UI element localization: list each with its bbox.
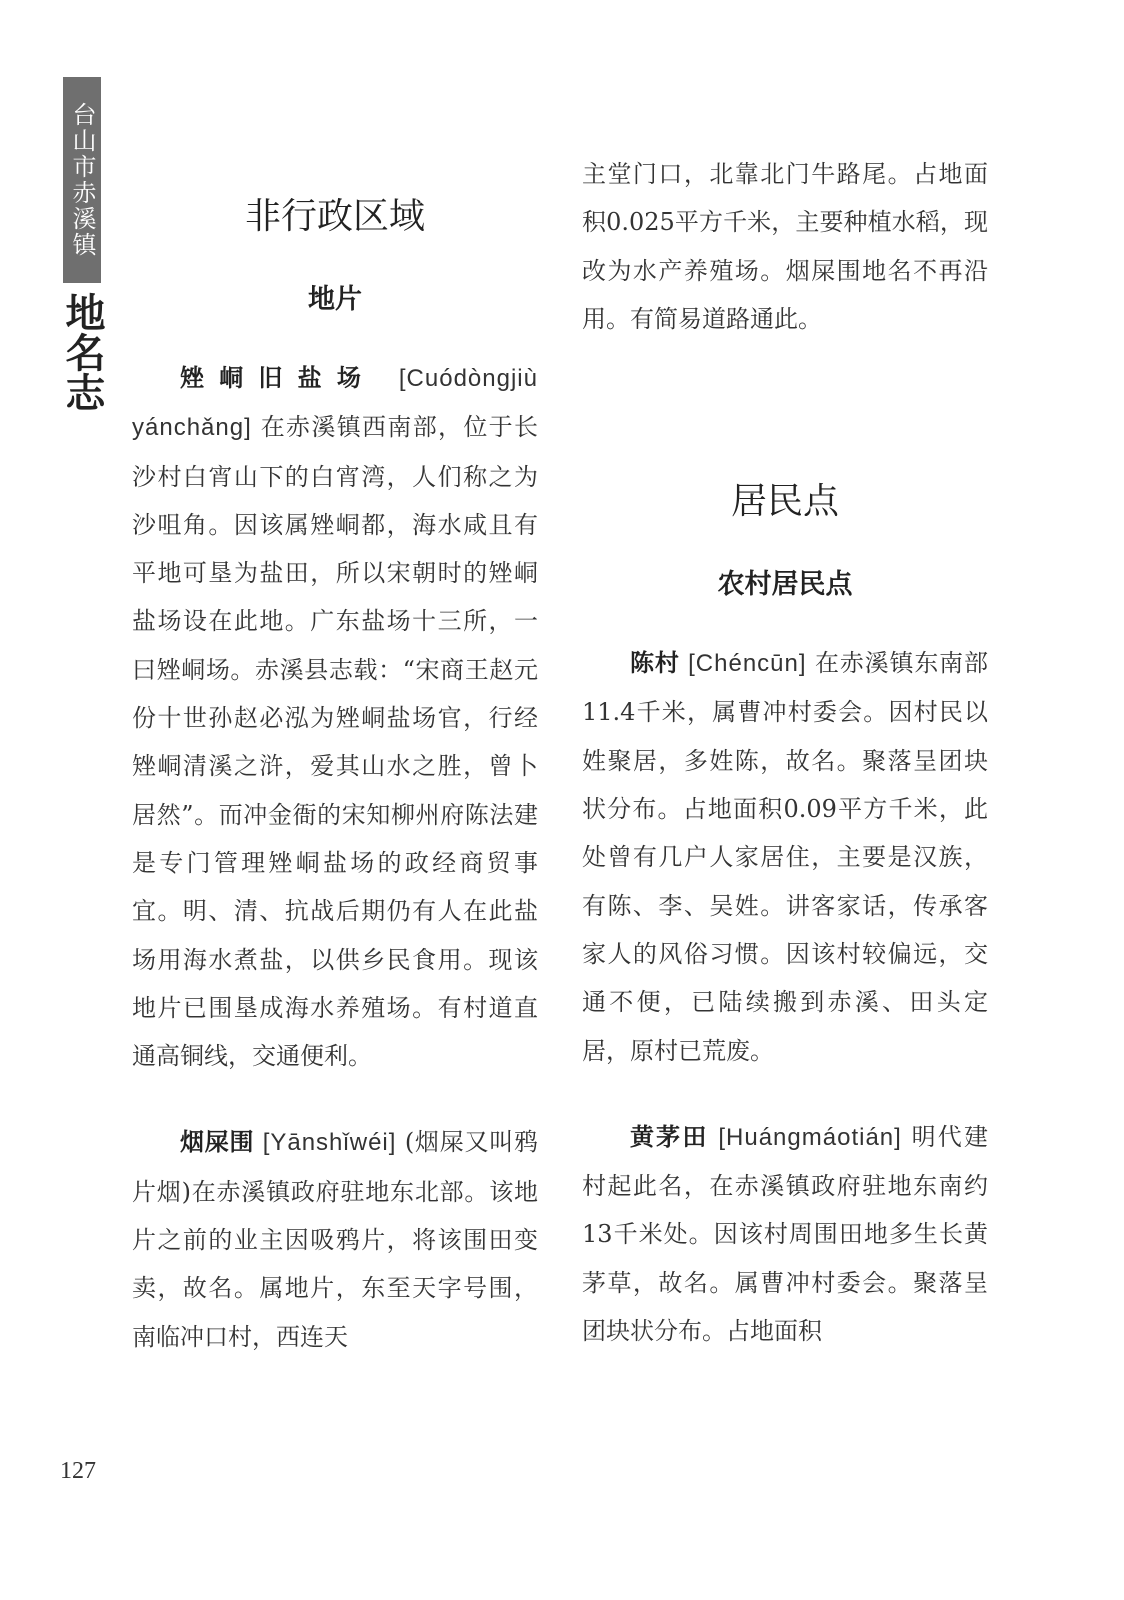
entry-chencun [582,639,988,1075]
section-title-settlements: 居民点 [730,481,839,523]
section-title-non-admin: 非行政区域 [244,196,425,237]
side-mark-label: 地名志 [59,292,105,412]
entry-text: (烟屎又叫鸦片烟)在赤溪镇政府驻地东北部。该地片之前的业主因吸鸦片，将该围田变卖，故名。属地片，东至天字号围，南临冲口村，西连天 [132,1128,538,1351]
entry-pinyin: [Yānshǐwéi] [262,1129,397,1157]
entry-term: 黄茅田 [630,1122,709,1151]
entry-text: 在赤溪镇西南部，位于长沙村白宵山下的白宵湾，人们称之为沙咀角。因该属矬峒都，海水咸且有平地可垦为盐田，所以宋朝时的矬峒盐场设在此地。广东盐场十三所，一曰矬峒场。赤溪县志载：“宋商王赵元份十世孙赵必泓为矬峒盐场官，行经矬峒清溪之浒，爱其山水之胜，曾卜居然”。而冲金衙的宋知柳州府陈法建是专门管理矬峒盐场的政经商贸事宜。明、清、抗战后期仍有人在此盐场用海水煮盐，以供乡民食用。现该地片已围垦成海水养殖场。有村道直通高铜线，交通便利。 [132,413,539,1071]
entry-huangmaotian [582,1113,988,1355]
entry-pinyin: [Huángmáotián] [718,1123,902,1151]
entry-term: 陈村 [630,649,680,678]
side-tab-label: 台山市赤溪镇 [68,102,96,258]
right-column [582,150,988,1355]
entry-term: 矬峒旧盐场 [180,364,377,392]
entry-text: 在赤溪镇东南部11.4千米，属曹冲村委会。因村民以姓聚居，多姓陈，故名。聚落呈团块状分布。占地面积0.09平方千米，此处曾有几户人家居住，主要是汉族，有陈、李、吴姓。讲客家话，传承客家人的风俗习惯。因该村较偏远，交通不便，已陆续搬到赤溪、田头定居，原村已荒废。 [582,649,989,1065]
entry-yanshiwei [132,1118,538,1360]
entry-continuation: 主堂门口，北靠北门牛路尾。占地面积0.025平方千米，主要种植水稻，现改为水产养殖场。烟屎围地名不再沿用。有简易道路通此。 [582,160,988,333]
subsection-title-area: 地片 [308,284,362,315]
entry-term: 烟屎围 [180,1128,255,1157]
side-mark-gazetteer [58,292,106,412]
page-number: 127 [60,1458,96,1484]
subsection-title-rural-settlements: 农村居民点 [717,569,853,601]
entry-cuodong-salt-field [132,354,538,1080]
entry-pinyin: [Chéncūn] [688,650,807,678]
left-column [132,150,538,1361]
entry-pinyin: [Cuódòngjiù yánchǎng] [132,365,538,442]
entry-text: 明代建村起此名，在赤溪镇政府驻地东南约13千米处。因该村周围田地多生长黄茅草，故名。属曹冲村委会。聚落呈团块状分布。占地面积 [582,1122,988,1346]
side-tab-town [63,77,101,283]
